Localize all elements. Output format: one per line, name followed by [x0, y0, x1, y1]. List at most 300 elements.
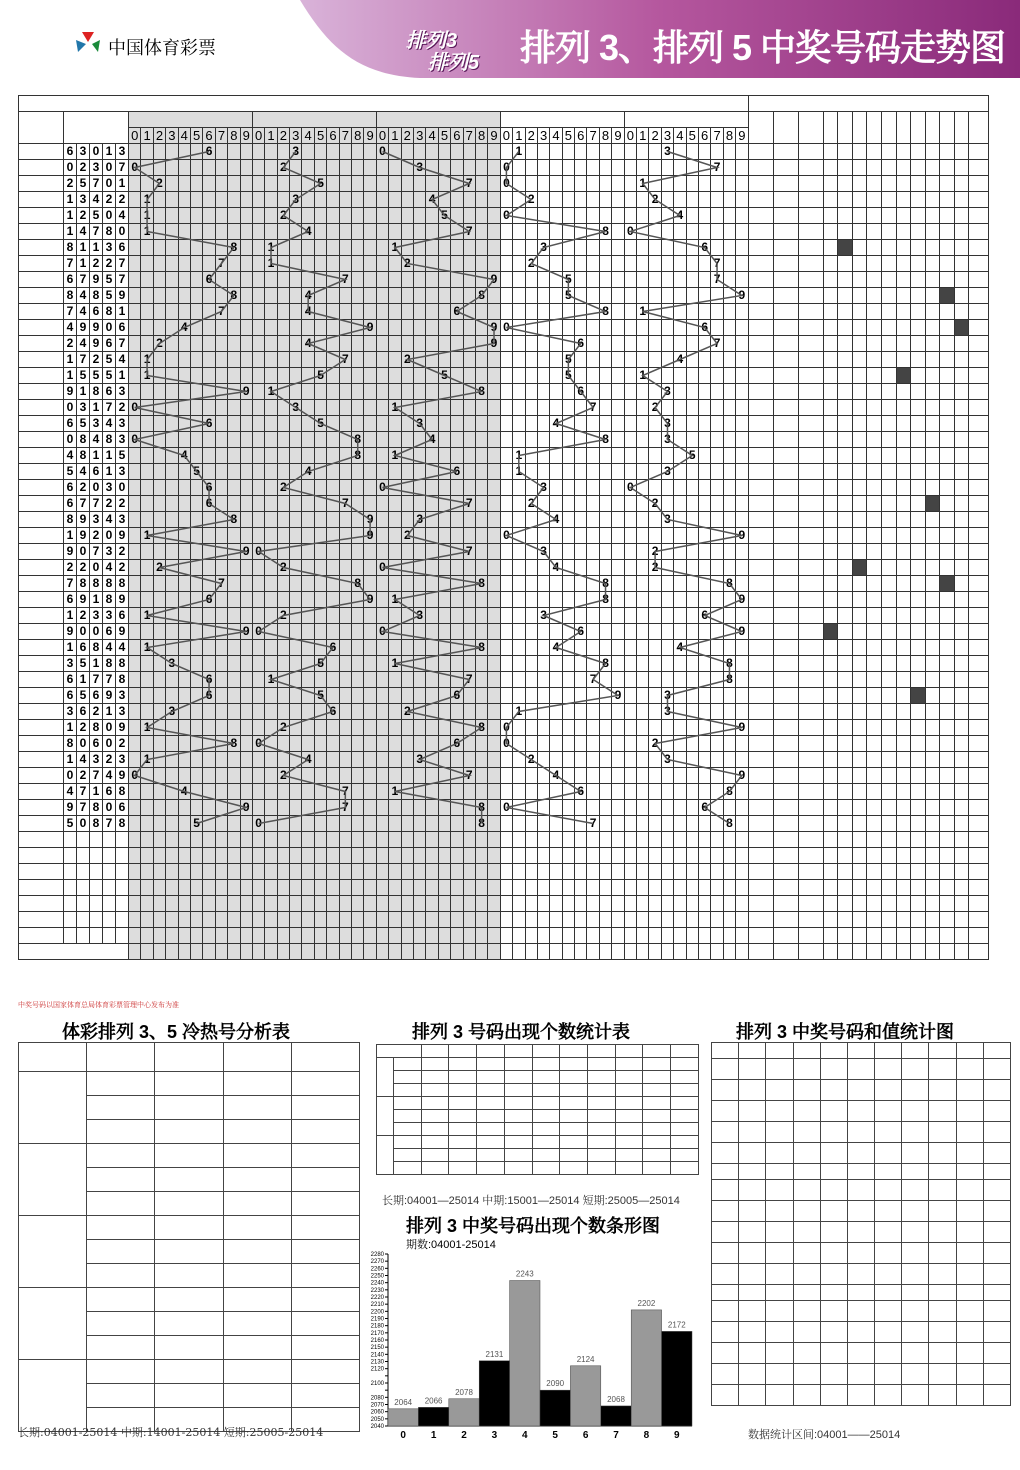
grid-cell: [438, 224, 450, 240]
grid-cell: [513, 192, 525, 208]
number-digit: [90, 912, 103, 928]
count-value: [421, 1084, 449, 1097]
number-digit: [64, 832, 77, 848]
grid-cell: [624, 512, 636, 528]
sum-value: [956, 1201, 983, 1222]
analysis-cell: [940, 880, 955, 896]
grid-cell: [178, 704, 190, 720]
grid-cell: [401, 160, 413, 176]
grid-cell: [401, 752, 413, 768]
grid-cell: [228, 256, 240, 272]
drawn-digit: 9: [240, 544, 252, 560]
distribution-cell: [867, 736, 882, 752]
distribution-cell: [881, 304, 896, 320]
distribution-cell: [823, 352, 838, 368]
grid-cell: [314, 144, 326, 160]
grid-cell: [488, 384, 500, 400]
grid-cell: [599, 640, 611, 656]
bar: [479, 1361, 509, 1426]
grid-cell: [166, 288, 178, 304]
grid-cell: [624, 176, 636, 192]
drawn-digit: 7: [463, 224, 475, 240]
grid-cell: [401, 224, 413, 240]
grid-cell: [352, 320, 364, 336]
analysis-cell: [925, 880, 940, 896]
distribution-cell: [911, 176, 926, 192]
trend-chart: [18, 95, 989, 960]
number-digit: 4: [77, 336, 90, 352]
size-ratio: [748, 560, 773, 576]
grid-cell: [562, 656, 574, 672]
grid-cell: [475, 256, 487, 272]
grid-cell: [525, 832, 537, 848]
grid-cell: [525, 544, 537, 560]
sum-value: [847, 1143, 874, 1164]
sum-value: [766, 1101, 793, 1122]
grid-cell: [674, 592, 686, 608]
grid-cell: [736, 240, 748, 256]
grid-cell: [451, 560, 463, 576]
drawn-digit: 4: [178, 320, 190, 336]
count-value: [588, 1136, 616, 1149]
distribution-cell: [852, 528, 867, 544]
grid-cell: [513, 768, 525, 784]
distribution-cell: [911, 592, 926, 608]
size-ratio: [748, 384, 773, 400]
repeat-number: [798, 784, 823, 800]
grid-cell: [711, 912, 723, 928]
grid-cell: [426, 224, 438, 240]
analysis-cell: [881, 896, 896, 912]
grid-cell: [637, 464, 649, 480]
drawn-digit: 1: [141, 352, 153, 368]
grid-cell: [426, 336, 438, 352]
digit-header: 5: [438, 128, 450, 144]
grid-cell: [240, 592, 252, 608]
grid-cell: [401, 768, 413, 784]
grid-cell: [525, 416, 537, 432]
sum-value: [875, 1301, 902, 1322]
grid-cell: [537, 816, 549, 832]
drawn-digit: 0: [500, 528, 512, 544]
repeat-number: [798, 208, 823, 224]
grid-cell: [649, 656, 661, 672]
grid-cell: [228, 560, 240, 576]
grid-cell: [624, 896, 636, 912]
grid-cell: [463, 752, 475, 768]
grid-cell: [488, 288, 500, 304]
grid-cell: [389, 336, 401, 352]
number-digit: 0: [116, 224, 129, 240]
number-digit: 7: [90, 672, 103, 688]
sum-value: [929, 1222, 956, 1243]
grid-cell: [401, 384, 413, 400]
grid-cell: [178, 176, 190, 192]
grid-cell: [166, 160, 178, 176]
grid-cell: [153, 144, 165, 160]
grid-cell: [562, 464, 574, 480]
distribution-cell: [867, 192, 882, 208]
distribution-cell: [838, 624, 853, 640]
number-digit: [103, 880, 116, 896]
drawn-digit: 2: [153, 336, 165, 352]
grid-cell: [661, 352, 673, 368]
sum-value: [983, 1101, 1010, 1122]
digit-header: 3: [537, 128, 549, 144]
hotcold-value: [155, 1336, 223, 1360]
grid-cell: [153, 304, 165, 320]
grid-cell: [141, 240, 153, 256]
sum-row-label: [712, 1301, 739, 1322]
bar-value-label: 2064: [394, 1397, 413, 1407]
count-value: [421, 1136, 449, 1149]
grid-cell: [413, 784, 425, 800]
distribution-cell: [954, 144, 969, 160]
grid-cell: [141, 480, 153, 496]
drawn-digit: 2: [649, 736, 661, 752]
grid-cell: [413, 720, 425, 736]
drawn-digit: 3: [413, 512, 425, 528]
number-digit: 0: [77, 624, 90, 640]
grid-cell: [711, 768, 723, 784]
grid-cell: [698, 416, 710, 432]
sum-value: [969, 352, 989, 368]
distribution-cell: [881, 368, 896, 384]
distribution-cell: [911, 528, 926, 544]
grid-cell: [599, 848, 611, 864]
grid-cell: [649, 704, 661, 720]
drawn-digit: 8: [475, 288, 487, 304]
grid-cell: [451, 544, 463, 560]
grid-cell: [587, 208, 599, 224]
number-digit: 0: [103, 528, 116, 544]
grid-cell: [599, 816, 611, 832]
distribution-cell: [867, 416, 882, 432]
gap-value: [389, 944, 401, 960]
grid-cell: [649, 896, 661, 912]
grid-cell: [277, 496, 289, 512]
grid-cell: [190, 288, 202, 304]
grid-cell: [587, 352, 599, 368]
grid-cell: [475, 352, 487, 368]
digit-header: 1: [265, 128, 277, 144]
grid-cell: [649, 576, 661, 592]
grid-cell: [265, 448, 277, 464]
grid-cell: [352, 560, 364, 576]
grid-cell: [413, 336, 425, 352]
distribution-cell: [925, 352, 940, 368]
distribution-cell: [954, 800, 969, 816]
number-digit: [77, 864, 90, 880]
grid-cell: [661, 928, 673, 944]
distribution-cell: [823, 384, 838, 400]
grid-cell: [736, 160, 748, 176]
drawn-digit: 4: [302, 288, 314, 304]
grid-cell: [513, 720, 525, 736]
grid-cell: [562, 736, 574, 752]
grid-cell: [228, 640, 240, 656]
grid-cell: [587, 640, 599, 656]
trend-row: [19, 528, 989, 544]
distribution-cell: [911, 560, 926, 576]
grid-cell: [562, 416, 574, 432]
grid-cell: [723, 928, 735, 944]
drawn-digit: 1: [389, 240, 401, 256]
grid-cell: [302, 608, 314, 624]
grid-cell: [661, 624, 673, 640]
grid-cell: [475, 272, 487, 288]
grid-cell: [513, 224, 525, 240]
grid-cell: [575, 928, 587, 944]
grid-cell: [599, 832, 611, 848]
grid-cell: [339, 544, 351, 560]
drawn-digit: 4: [302, 304, 314, 320]
grid-cell: [389, 272, 401, 288]
grid-cell: [178, 160, 190, 176]
grid-cell: [624, 880, 636, 896]
drawn-digit: 7: [587, 400, 599, 416]
grid-cell: [314, 832, 326, 848]
hotcold-header: [291, 1043, 359, 1072]
grid-cell: [711, 864, 723, 880]
hotcold-type: [87, 1264, 155, 1288]
grid-cell: [575, 416, 587, 432]
number-digit: 2: [77, 208, 90, 224]
grid-cell: [215, 192, 227, 208]
grid-cell: [215, 400, 227, 416]
grid-cell: [711, 672, 723, 688]
grid-cell: [488, 144, 500, 160]
count-value: [671, 1071, 699, 1084]
hotcold-header: [155, 1043, 223, 1072]
grid-cell: [599, 368, 611, 384]
number-digit: 5: [90, 208, 103, 224]
grid-cell: [637, 544, 649, 560]
grid-cell: [190, 496, 202, 512]
size-ratio: [748, 352, 773, 368]
grid-cell: [711, 576, 723, 592]
grid-cell: [463, 512, 475, 528]
grid-cell: [513, 288, 525, 304]
grid-cell: [612, 368, 624, 384]
grid-cell: [339, 864, 351, 880]
hotcold-type: [87, 1240, 155, 1264]
grid-cell: [265, 400, 277, 416]
number-digit: 4: [77, 288, 90, 304]
grid-cell: [674, 832, 686, 848]
number-digit: 0: [103, 720, 116, 736]
y-tick-label: 2170: [370, 1330, 384, 1337]
grid-cell: [302, 544, 314, 560]
sum-value: [847, 1080, 874, 1101]
count-value: [588, 1084, 616, 1097]
grid-cell: [215, 240, 227, 256]
grid-cell: [426, 704, 438, 720]
number-digit: [116, 896, 129, 912]
gap-analysis: [911, 944, 926, 960]
odd-even-ratio: [773, 208, 798, 224]
grid-cell: [327, 720, 339, 736]
grid-cell: [376, 224, 388, 240]
grid-cell: [550, 592, 562, 608]
grid-cell: [537, 160, 549, 176]
grid-cell: [141, 768, 153, 784]
grid-cell: [525, 448, 537, 464]
grid-cell: [153, 400, 165, 416]
grid-cell: [599, 528, 611, 544]
distribution-cell: [954, 768, 969, 784]
grid-cell: [153, 784, 165, 800]
drawn-digit: 9: [736, 768, 748, 784]
grid-cell: [525, 560, 537, 576]
grid-cell: [302, 416, 314, 432]
grid-cell: [166, 640, 178, 656]
grid-cell: [698, 592, 710, 608]
distribution-cell: [881, 432, 896, 448]
grid-cell: [587, 432, 599, 448]
distribution-cell: [838, 656, 853, 672]
bar: [631, 1310, 661, 1426]
sum-value: [929, 1322, 956, 1343]
repeat-number: [798, 800, 823, 816]
grid-cell: [141, 176, 153, 192]
number-digit: 3: [103, 608, 116, 624]
grid-cell: [129, 544, 141, 560]
distribution-cell: [954, 368, 969, 384]
bar: [510, 1281, 540, 1426]
number-digit: 9: [90, 320, 103, 336]
y-tick-label: 2260: [370, 1266, 384, 1273]
grid-cell: [637, 928, 649, 944]
grid-cell: [389, 752, 401, 768]
grid-cell: [649, 416, 661, 432]
grid-cell: [215, 224, 227, 240]
grid-cell: [190, 240, 202, 256]
grid-cell: [649, 272, 661, 288]
grid-cell: [649, 624, 661, 640]
hotcold-type: [87, 1216, 155, 1240]
grid-cell: [314, 208, 326, 224]
grid-cell: [438, 464, 450, 480]
grid-cell: [711, 688, 723, 704]
grid-cell: [661, 256, 673, 272]
sum-value: [820, 1264, 847, 1285]
grid-cell: [463, 816, 475, 832]
grid-cell: [376, 272, 388, 288]
grid-cell: [525, 480, 537, 496]
drawn-digit: 3: [661, 144, 673, 160]
analysis-header: [925, 112, 940, 144]
grid-cell: [265, 368, 277, 384]
grid-cell: [711, 800, 723, 816]
grid-cell: [153, 928, 165, 944]
grid-cell: [314, 704, 326, 720]
grid-cell: [265, 848, 277, 864]
sum-row-label: [712, 1122, 739, 1143]
hotcold-value: [155, 1384, 223, 1408]
analysis-cell: [911, 912, 926, 928]
number-digit: 8: [64, 240, 77, 256]
analysis-cell: [911, 928, 926, 944]
drawn-digit: 5: [314, 176, 326, 192]
grid-cell: [661, 208, 673, 224]
distribution-cell: [867, 432, 882, 448]
sum-value: [793, 1301, 820, 1322]
size-ratio: [748, 512, 773, 528]
drawn-digit: 9: [488, 320, 500, 336]
distribution-cell: [867, 656, 882, 672]
grid-cell: [463, 432, 475, 448]
period-cell: [19, 768, 64, 784]
grid-cell: [302, 368, 314, 384]
grid-cell: [153, 256, 165, 272]
sum-header-value: [902, 1164, 929, 1180]
grid-cell: [661, 272, 673, 288]
grid-cell: [500, 352, 512, 368]
grid-cell: [686, 512, 698, 528]
grid-cell: [698, 832, 710, 848]
drawn-digit: 6: [698, 240, 710, 256]
grid-cell: [513, 256, 525, 272]
distribution-cell: [954, 624, 969, 640]
grid-cell: [389, 352, 401, 368]
grid-cell: [537, 832, 549, 848]
distribution-cell: [867, 384, 882, 400]
grid-cell: [500, 912, 512, 928]
grid-cell: [426, 464, 438, 480]
grid-cell: [500, 896, 512, 912]
drawn-digit: 0: [376, 624, 388, 640]
grid-cell: [612, 736, 624, 752]
grid-cell: [736, 304, 748, 320]
grid-cell: [190, 256, 202, 272]
distribution-cell: [838, 448, 853, 464]
drawn-digit: 7: [339, 800, 351, 816]
grid-cell: [228, 496, 240, 512]
grid-cell: [661, 896, 673, 912]
grid-cell: [575, 912, 587, 928]
count-value: [588, 1162, 616, 1175]
drawn-digit: 9: [612, 688, 624, 704]
grid-cell: [252, 304, 264, 320]
grid-cell: [153, 880, 165, 896]
distribution-cell: [881, 560, 896, 576]
grid-cell: [438, 592, 450, 608]
grid-cell: [190, 208, 202, 224]
grid-cell: [129, 848, 141, 864]
grid-cell: [463, 240, 475, 256]
grid-cell: [401, 672, 413, 688]
grid-cell: [612, 880, 624, 896]
grid-cell: [698, 576, 710, 592]
grid-cell: [252, 928, 264, 944]
grid-cell: [438, 912, 450, 928]
analysis-cell: [748, 912, 773, 928]
sum-header-value: [847, 1164, 874, 1180]
grid-cell: [364, 304, 376, 320]
number-digit: 8: [90, 720, 103, 736]
number-digit: [64, 880, 77, 896]
grid-cell: [698, 768, 710, 784]
grid-cell: [314, 896, 326, 912]
hotcold-header: [19, 1043, 87, 1072]
grid-cell: [488, 832, 500, 848]
distribution-cell: [954, 432, 969, 448]
grid-cell: [413, 432, 425, 448]
grid-cell: [215, 848, 227, 864]
position-header: [252, 112, 376, 128]
period-cell: [19, 880, 64, 896]
